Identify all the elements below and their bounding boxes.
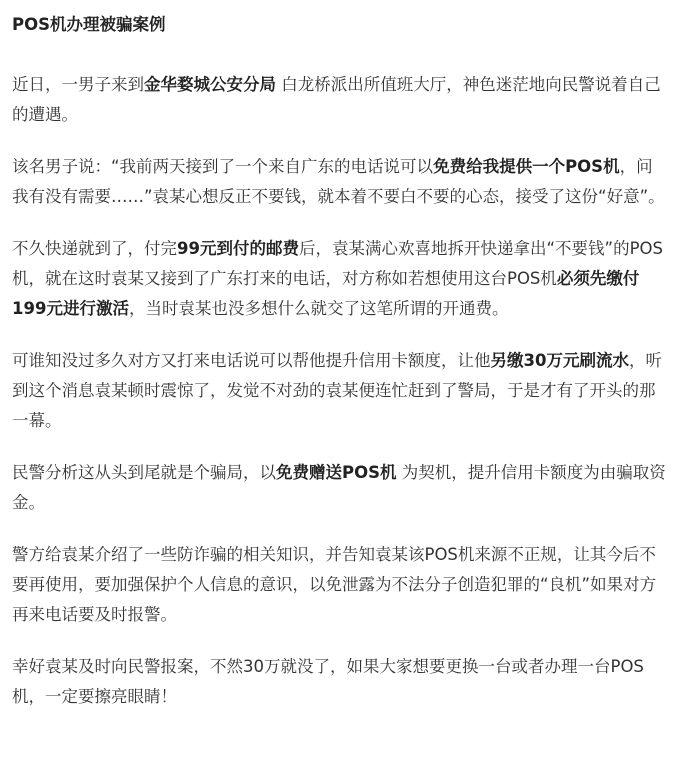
body-text: ，问我有没有需要……”袁某心想反正不要钱，就本着不要白不要的心态，接受了这份“好意”。 — [12, 157, 665, 206]
emphasis-text: 免费赠送POS机 — [276, 463, 397, 482]
paragraph — [12, 346, 666, 436]
body-text: 该名男子说：“我前两天接到了一个来自广东的电话说可以 — [12, 157, 434, 176]
emphasis-text: 99元到付的邮费 — [177, 239, 299, 258]
paragraph — [12, 234, 666, 324]
article-body — [12, 70, 666, 712]
body-text: 近日，一男子来到 — [12, 75, 144, 94]
emphasis-text: 另缴30万元刷流水 — [490, 351, 629, 370]
paragraph — [12, 152, 666, 212]
emphasis-text: 必须先缴付199元进行激活 — [12, 269, 640, 318]
body-text: 不久快递就到了，付完 — [12, 239, 177, 258]
body-text: 民警分析这从头到尾就是个骗局，以 — [12, 463, 276, 482]
body-text: 警方给袁某介绍了一些防诈骗的相关知识，并告知袁某该POS机来源不正规，让其今后不要再使用，要加强保护个人信息的意识，以免泄露为不法分子创造犯罪的“良机”如果对方再来电话要及时报警。 — [12, 545, 657, 624]
body-text: 幸好袁某及时向民警报案，不然30万就没了，如果大家想要更换一台或者办理一台POS机，一定要擦亮眼睛！ — [12, 657, 644, 706]
body-text: 白龙桥派出所值班大厅，神色迷茫地向民警说着自己的遭遇。 — [12, 75, 661, 124]
body-text: ，当时袁某也没多想什么就交了这笔所谓的开通费。 — [128, 299, 509, 318]
emphasis-text: 免费给我提供一个POS机 — [433, 157, 620, 176]
emphasis-text: 金华婺城公安分局 — [144, 75, 276, 94]
paragraph — [12, 70, 666, 130]
paragraph — [12, 458, 666, 518]
body-text: ，听到这个消息袁某顿时震惊了，发觉不对劲的袁某便连忙赶到了警局，于是才有了开头的那一幕。 — [12, 351, 662, 430]
paragraph — [12, 652, 666, 712]
article-title: POS机办理被骗案例 — [12, 15, 166, 34]
paragraph — [12, 540, 666, 630]
body-text: 可谁知没过多久对方又打来电话说可以帮他提升信用卡额度，让他 — [12, 351, 491, 370]
body-text: 后，袁某满心欢喜地拆开快递拿出“不要钱”的POS机，就在这时袁某又接到了广东打来的电话，对方称如若想使用这台POS机 — [12, 239, 663, 288]
body-text: 为契机，提升信用卡额度为由骗取资金。 — [12, 463, 666, 512]
